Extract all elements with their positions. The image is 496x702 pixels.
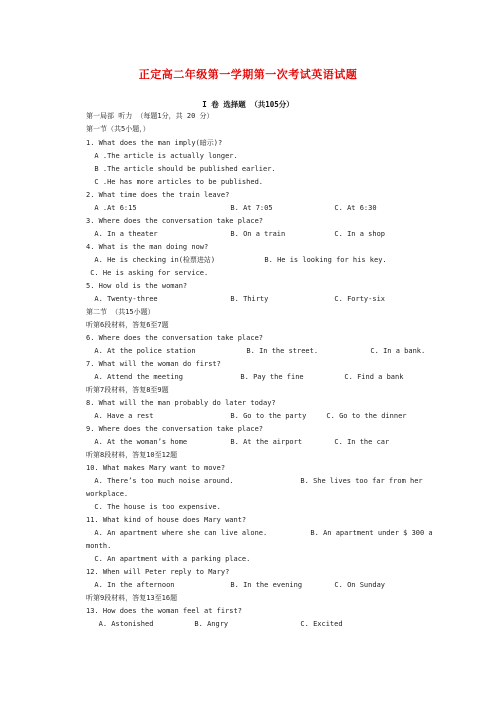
question-13: 13. How does the woman feel at first? [86,607,242,615]
option-8c: C. Go to the dinner [318,412,407,420]
option-6c: C. In a bank. [362,347,426,355]
option-3c: C. In a shop [326,230,386,238]
option-11b-continued: month. [86,542,112,550]
option-1c: C .He has more articles to be published. [86,178,264,186]
option-8b: B. Go to the party [222,412,307,420]
passage-8-instruction: 听第8段材料，答复10至12题 [86,451,178,459]
option-7b: B. Pay the fine [232,373,304,381]
option-7a: A. Attend the meeting [86,373,183,381]
option-11a: A. An apartment where she can live alone. [86,529,268,537]
question-6: 6. Where does the conversation take place? [86,334,264,342]
option-10b-continued: workplace. [86,490,129,498]
passage-7-instruction: 听第7段材料，答复8至9题 [86,386,169,394]
option-9b: B. At the airport [222,438,303,446]
option-10b: B. She lives too far from her [292,477,423,485]
question-9: 9. Where does the conversation take place? [86,425,264,433]
question-7: 7. What will the woman do first? [86,360,221,368]
option-5a: A. Twenty-three [86,295,158,303]
option-11b: B. An apartment under $ 300 a [302,529,433,537]
option-3a: A. In a theater [86,230,158,238]
option-13b: B. Angry [186,620,229,628]
section-one-heading: 第一节（共5小题，） [86,125,150,133]
option-11c: C. An apartment with a parking place. [86,555,251,563]
option-5c: C. Forty-six [326,295,386,303]
option-10c: C. The house is too expensive. [86,503,221,511]
option-8a: A. Have a rest [86,412,154,420]
option-6a: A. At the police station [86,347,196,355]
option-9a: A. At the woman’s home [86,438,188,446]
question-2: 2. What time does the train leave? [86,191,230,199]
question-4: 4. What is the man doing now? [86,243,209,251]
option-12c: C. On Sunday [326,581,386,589]
option-5b: B. Thirty [222,295,269,303]
option-13c: C. Excited [292,620,343,628]
exam-title: 正定高二年级第一学期第一次考试英语试题 [138,68,358,81]
option-12b: B. In the evening [222,581,303,589]
question-5: 5. How old is the woman? [86,282,188,290]
option-2a: A .At 6:15 [86,204,137,212]
option-3b: B. On a train [222,230,286,238]
option-10a: A. There’s too much noise around. [86,477,234,485]
option-7c: C. Find a bank [336,373,404,381]
question-12: 12. When will Peter reply to Mary? [86,568,230,576]
option-13a: A. Astonished [86,620,154,628]
option-1b: B .The article should be published earlier. [86,165,276,173]
part-one-heading: 第一局部 听力 （每题1分，共 20 分） [86,112,214,120]
section-heading: I 卷 选择题 （共105分） [202,100,294,109]
option-6b: B. In the street. [238,347,319,355]
option-12a: A. In the afternoon [86,581,175,589]
passage-6-instruction: 听第6段材料，答复6至7题 [86,321,169,329]
question-1: 1. What does the man imply(暗示)? [86,139,223,147]
option-2c: C. At 6:30 [326,204,377,212]
option-4b: B. He is looking for his key. [256,256,387,264]
question-11: 11. What kind of house does Mary want? [86,516,247,524]
option-4c: C. He is asking for service. [86,269,209,277]
section-two-heading: 第二节 （共15小题） [86,308,155,316]
option-9c: C. In the car [326,438,390,446]
option-4a: A. He is checking in(检票进站) [86,256,216,264]
option-1a: A .The article is actually longer. [86,152,238,160]
question-10: 10. What makes Mary want to move? [86,464,226,472]
question-8: 8. What will the man probably do later today? [86,399,276,407]
option-2b: B. At 7:05 [222,204,273,212]
question-3: 3. Where does the conversation take place? [86,217,264,225]
passage-9-instruction: 听第9段材料，答复13至16题 [86,594,178,602]
